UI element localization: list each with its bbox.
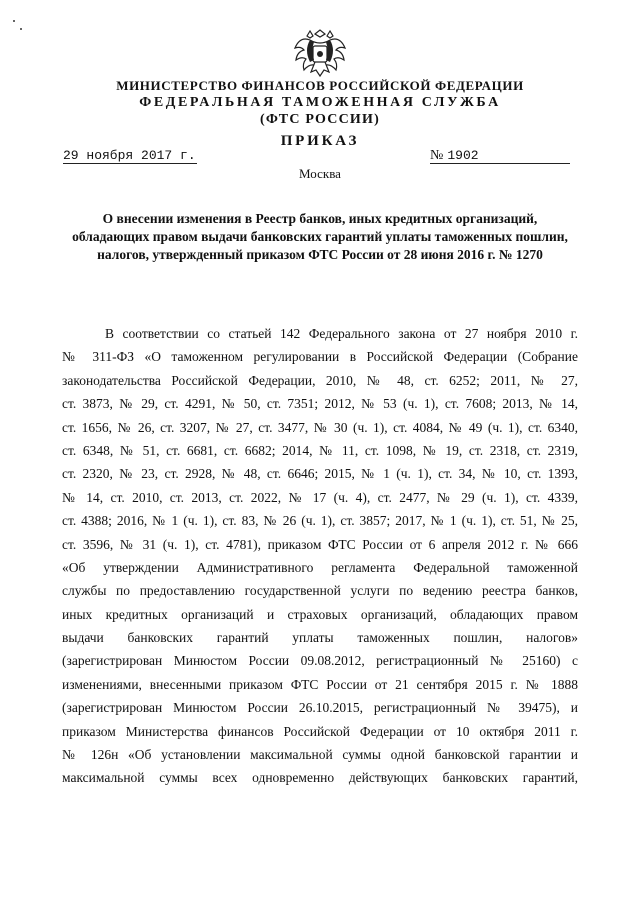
title-line: О внесении изменения в Реестр банков, иных кредитных организаций, xyxy=(102,211,538,226)
body-line: выдачи банковских гарантий уплаты таможенных пошлин, налогов» xyxy=(62,630,578,646)
scan-speck xyxy=(13,20,15,22)
body-line: В соответствии со статьей 142 Федерального закона от 27 ноября 2010 г. xyxy=(105,326,578,341)
body-line: иных кредитных организаций и страховых организаций, обладающих правом xyxy=(62,606,578,622)
coat-of-arms-icon xyxy=(293,28,347,78)
scan-speck xyxy=(20,28,22,30)
body-line: ст. 2320, № 23, ст. 2928, № 48, ст. 6646; 2015, № 1 (ч. 1), ст. 34, № 10, ст. 1393, xyxy=(62,466,578,482)
body-line: (зарегистрирован Минюстом России 26.10.2015, регистрационный № 39475), и xyxy=(62,700,578,716)
body-line: (зарегистрирован Минюстом России 09.08.2012, регистрационный № 25160) с xyxy=(62,653,578,669)
body-line: службы по предоставлению государственной услуги по ведению реестра банков, xyxy=(62,583,578,599)
body-line: ст. 6348, № 51, ст. 6681, ст. 6682; 2014, № 11, ст. 1098, № 19, ст. 2318, ст. 2319, xyxy=(62,442,578,458)
title-line: обладающих правом выдачи банковских гарантий уплаты таможенных пошлин, xyxy=(72,229,568,244)
body-line: законодательства Российской Федерации, 2010, № 48, ст. 6252; 2011, № 27, xyxy=(62,372,578,388)
body-line: ст. 3873, № 29, ст. 4291, № 50, ст. 7351; 2012, № 53 (ч. 1), ст. 7608; 2013, № 14, xyxy=(62,396,578,412)
document-type: ПРИКАЗ xyxy=(280,133,360,149)
body-line: № 126н «Об установлении максимальной суммы одной банковской гарантии и xyxy=(62,747,578,763)
service-abbreviation: (ФТС РОССИИ) xyxy=(260,112,380,127)
body-line: ст. 1656, № 26, ст. 3207, № 27, ст. 3477, № 30 (ч. 1), ст. 4084, № 49 (ч. 1), ст. 6340, xyxy=(62,419,578,435)
number-sign: № xyxy=(430,148,444,163)
service-name: ФЕДЕРАЛЬНАЯ ТАМОЖЕННАЯ СЛУЖБА xyxy=(139,95,501,110)
title-line: налогов, утвержденный приказом ФТС России от 28 июня 2016 г. № 1270 xyxy=(97,247,543,262)
body-line: № 311-ФЗ «О таможенном регулировании в Российской Федерации (Собрание xyxy=(62,349,578,365)
order-title xyxy=(60,210,580,264)
body-line: № 14, ст. 2010, ст. 2013, ст. 2022, № 17 (ч. 4), ст. 2477, № 29 (ч. 1), ст. 4339, xyxy=(62,489,578,505)
body-line: «Об утверждении Административного регламента Федеральной таможенной xyxy=(62,559,578,575)
body-line: приказом Министерства финансов Российской Федерации от 10 октября 2011 г. xyxy=(62,723,578,739)
body-line: изменениями, внесенными приказом ФТС России от 21 сентября 2015 г. № 1888 xyxy=(62,676,578,692)
body-line: максимальной суммы всех одновременно действующих банковских гарантий, xyxy=(62,770,578,786)
order-number xyxy=(430,149,570,164)
body-line: ст. 4388; 2016, № 1 (ч. 1), ст. 83, № 26 (ч. 1), ст. 3857; 2017, № 1 (ч. 1), ст. 51, № 25, xyxy=(62,513,578,529)
body-line: ст. 3596, № 31 (ч. 1), ст. 4781), приказом ФТС России от 6 апреля 2012 г. № 666 xyxy=(62,536,578,552)
body-text xyxy=(62,322,578,790)
ministry-name: МИНИСТЕРСТВО ФИНАНСОВ РОССИЙСКОЙ ФЕДЕРАЦИИ xyxy=(116,78,524,93)
city: Москва xyxy=(299,166,341,181)
number-value: 1902 xyxy=(447,148,479,163)
order-date: 29 ноября 2017 г. xyxy=(63,148,196,163)
